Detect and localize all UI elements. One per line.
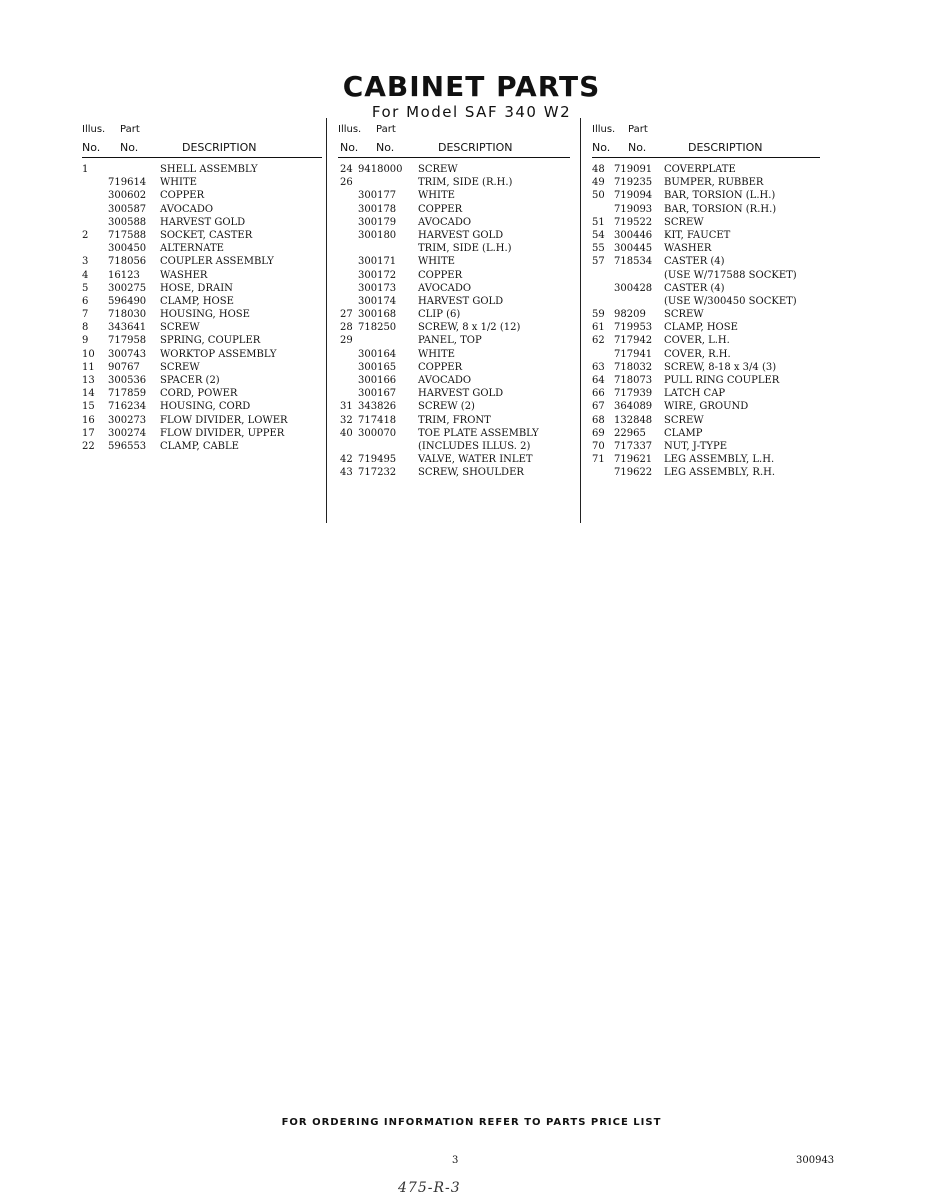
illus-number: 22 xyxy=(82,440,95,452)
part-number: 719614 xyxy=(108,177,147,189)
part-number: 596553 xyxy=(108,440,147,452)
header-rule xyxy=(338,157,570,158)
table-row xyxy=(82,296,326,309)
part-number: 719953 xyxy=(614,322,653,334)
part-number: 300168 xyxy=(358,309,397,321)
ordering-footer: FOR ORDERING INFORMATION REFER TO PARTS PRICE LIST xyxy=(281,1117,662,1128)
table-row xyxy=(82,164,326,177)
parts-list xyxy=(82,164,326,454)
illus-number: 50 xyxy=(592,190,605,202)
part-description: SPRING, COUPLER xyxy=(160,335,261,347)
part-description: TOE PLATE ASSEMBLY xyxy=(418,427,539,439)
part-description: FLOW DIVIDER, UPPER xyxy=(160,427,285,439)
part-number: 300165 xyxy=(358,361,397,373)
part-description: AVOCADO xyxy=(418,375,472,386)
table-row xyxy=(338,415,572,428)
illus-number: 4 xyxy=(82,269,89,281)
illus-number: 5 xyxy=(82,282,89,294)
table-row xyxy=(338,441,572,454)
part-header-no: No. xyxy=(376,141,395,154)
part-description: WORKTOP ASSEMBLY xyxy=(160,348,277,360)
page-subtitle: For Model SAF 340 W2 xyxy=(371,103,572,121)
table-row xyxy=(592,428,822,441)
part-number: 300164 xyxy=(358,348,397,360)
part-description: HARVEST GOLD xyxy=(418,388,504,400)
part-number: 300445 xyxy=(614,243,653,255)
illus-number: 27 xyxy=(340,309,353,321)
part-number: 719522 xyxy=(614,216,653,228)
part-description: HOSE, DRAIN xyxy=(160,282,233,294)
part-number: 718032 xyxy=(614,361,653,373)
part-number: 718030 xyxy=(108,309,147,321)
table-row xyxy=(592,164,822,177)
part-description: KIT, FAUCET xyxy=(664,229,731,241)
page-number: 3 xyxy=(452,1155,459,1166)
part-number: 717939 xyxy=(614,388,653,400)
table-row xyxy=(592,296,822,309)
part-description: SCREW, 8-18 x 3/4 (3) xyxy=(664,361,777,373)
illus-number: 3 xyxy=(82,256,89,268)
part-description: HARVEST GOLD xyxy=(418,295,504,307)
column-header xyxy=(592,120,822,158)
part-description: SCREW, 8 x 1/2 (12) xyxy=(418,322,521,334)
part-description: SCREW (2) xyxy=(418,401,475,413)
illus-number: 14 xyxy=(82,388,95,400)
part-description: LEG ASSEMBLY, R.H. xyxy=(664,467,776,479)
illus-header-no: No. xyxy=(592,141,611,154)
table-row xyxy=(338,204,572,217)
table-row xyxy=(592,190,822,203)
table-row xyxy=(82,256,326,269)
part-number: 717337 xyxy=(614,440,653,452)
part-number: 300174 xyxy=(358,295,397,307)
table-row xyxy=(338,428,572,441)
illus-number: 42 xyxy=(340,454,353,466)
part-number: 719235 xyxy=(614,177,653,189)
table-row xyxy=(338,283,572,296)
illus-number: 17 xyxy=(82,427,95,439)
illus-number: 26 xyxy=(340,177,353,189)
part-description: NUT, J-TYPE xyxy=(664,440,728,452)
table-row xyxy=(338,190,572,203)
part-number: 718073 xyxy=(614,375,653,386)
table-row xyxy=(82,217,326,230)
illus-number: 61 xyxy=(592,322,605,334)
part-header-top: Part xyxy=(376,124,396,135)
part-description: COVER, L.H. xyxy=(664,335,730,347)
parts-list xyxy=(592,164,822,481)
part-number: 300743 xyxy=(108,348,147,360)
part-number: 719093 xyxy=(614,203,653,215)
illus-number: 64 xyxy=(592,375,605,386)
table-row xyxy=(592,401,822,414)
part-number: 300273 xyxy=(108,414,147,426)
illus-number: 48 xyxy=(592,164,605,175)
part-description: LATCH CAP xyxy=(664,388,726,400)
illus-number: 16 xyxy=(82,414,95,426)
part-number: 16123 xyxy=(108,269,140,281)
part-description: COVER, R.H. xyxy=(664,348,731,360)
part-description: (USE W/300450 SOCKET) xyxy=(664,295,797,307)
table-row xyxy=(592,415,822,428)
part-number: 717859 xyxy=(108,388,147,400)
part-number: 300171 xyxy=(358,256,397,268)
illus-number: 59 xyxy=(592,309,605,321)
part-description: SCREW xyxy=(160,322,200,334)
illus-number: 11 xyxy=(82,361,95,373)
illus-number: 66 xyxy=(592,388,605,400)
part-number: 300428 xyxy=(614,282,653,294)
part-description: BUMPER, RUBBER xyxy=(664,177,764,189)
part-description: FLOW DIVIDER, LOWER xyxy=(160,414,288,426)
illus-number: 28 xyxy=(340,322,353,334)
part-number: 596490 xyxy=(108,295,147,307)
part-description: BAR, TORSION (R.H.) xyxy=(664,203,777,215)
column-divider xyxy=(326,118,327,523)
part-description: WHITE xyxy=(418,256,455,268)
handwritten-note: 475-R-3 xyxy=(398,1180,461,1196)
part-description: BAR, TORSION (L.H.) xyxy=(664,190,776,202)
table-row xyxy=(338,454,572,467)
part-description: PULL RING COUPLER xyxy=(664,375,780,386)
part-number: 300587 xyxy=(108,203,147,215)
part-description: WASHER xyxy=(664,243,712,255)
illus-number: 63 xyxy=(592,361,605,373)
part-description: (USE W/717588 SOCKET) xyxy=(664,269,797,281)
part-description: WHITE xyxy=(418,348,455,360)
table-row xyxy=(338,230,572,243)
parts-column-3 xyxy=(592,120,822,481)
illus-number: 43 xyxy=(340,467,353,479)
part-number: 300178 xyxy=(358,203,397,215)
table-row xyxy=(592,217,822,230)
table-row xyxy=(338,467,572,480)
part-number: 300180 xyxy=(358,229,397,241)
table-row xyxy=(82,309,326,322)
part-description: AVOCADO xyxy=(418,282,472,294)
part-description: VALVE, WATER INLET xyxy=(418,454,533,466)
table-row xyxy=(82,177,326,190)
illus-number: 70 xyxy=(592,440,605,452)
part-description: HARVEST GOLD xyxy=(418,229,504,241)
table-row xyxy=(338,335,572,348)
part-description: WASHER xyxy=(160,269,208,281)
illus-number: 49 xyxy=(592,177,605,189)
part-description: SOCKET, CASTER xyxy=(160,229,253,241)
table-row xyxy=(82,375,326,388)
illus-number: 67 xyxy=(592,401,605,413)
illus-number: 10 xyxy=(82,348,95,360)
table-row xyxy=(82,362,326,375)
part-description: HOUSING, CORD xyxy=(160,401,251,413)
part-description: PANEL, TOP xyxy=(418,335,482,347)
table-row xyxy=(82,415,326,428)
part-description: COPPER xyxy=(418,269,463,281)
part-description: SHELL ASSEMBLY xyxy=(160,164,258,175)
part-description: SPACER (2) xyxy=(160,375,220,386)
table-row xyxy=(82,230,326,243)
table-row xyxy=(592,270,822,283)
table-row xyxy=(592,441,822,454)
table-row xyxy=(82,283,326,296)
table-row xyxy=(592,375,822,388)
part-number: 717588 xyxy=(108,229,147,241)
table-row xyxy=(338,164,572,177)
part-number: 9418000 xyxy=(358,164,403,175)
part-description: CASTER (4) xyxy=(664,282,725,294)
part-number: 300588 xyxy=(108,216,147,228)
part-number: 300275 xyxy=(108,282,147,294)
part-number: 300536 xyxy=(108,375,147,386)
part-number: 719621 xyxy=(614,454,653,466)
part-description: SCREW xyxy=(664,414,704,426)
illus-number: 1 xyxy=(82,164,89,175)
table-row xyxy=(592,177,822,190)
part-number: 716234 xyxy=(108,401,147,413)
table-row xyxy=(592,467,822,480)
table-row xyxy=(338,256,572,269)
table-row xyxy=(82,335,326,348)
description-header: DESCRIPTION xyxy=(688,141,763,154)
part-number: 719094 xyxy=(614,190,653,202)
part-number: 719091 xyxy=(614,164,653,175)
part-number: 300166 xyxy=(358,375,397,386)
table-row xyxy=(82,243,326,256)
illus-number: 6 xyxy=(82,295,89,307)
illus-header-top: Illus. xyxy=(338,124,362,135)
part-description: WIRE, GROUND xyxy=(664,401,749,413)
part-number: 718056 xyxy=(108,256,147,268)
table-row xyxy=(338,243,572,256)
part-description: SCREW xyxy=(664,309,704,321)
part-description: AVOCADO xyxy=(418,216,472,228)
illus-number: 8 xyxy=(82,322,89,334)
illus-number: 51 xyxy=(592,216,605,228)
table-row xyxy=(338,322,572,335)
table-row xyxy=(592,454,822,467)
part-description: CLAMP, HOSE xyxy=(664,322,738,334)
part-description: SCREW xyxy=(160,361,200,373)
table-row xyxy=(82,349,326,362)
table-row xyxy=(82,401,326,414)
part-description: AVOCADO xyxy=(160,203,214,215)
part-description: COPPER xyxy=(418,203,463,215)
illus-number: 32 xyxy=(340,414,353,426)
illus-number: 7 xyxy=(82,309,89,321)
illus-number: 9 xyxy=(82,335,89,347)
table-row xyxy=(592,349,822,362)
part-description: COPPER xyxy=(160,190,205,202)
table-row xyxy=(592,335,822,348)
table-row xyxy=(338,349,572,362)
table-row xyxy=(82,204,326,217)
part-number: 300172 xyxy=(358,269,397,281)
parts-column-1 xyxy=(82,120,326,454)
part-header-no: No. xyxy=(120,141,139,154)
table-row xyxy=(82,388,326,401)
table-row xyxy=(592,388,822,401)
part-description: LEG ASSEMBLY, L.H. xyxy=(664,454,775,466)
table-row xyxy=(592,204,822,217)
header-rule xyxy=(82,157,322,158)
part-description: ALTERNATE xyxy=(160,243,224,255)
part-number: 300446 xyxy=(614,229,653,241)
illus-number: 2 xyxy=(82,229,89,241)
table-row xyxy=(338,177,572,190)
table-row xyxy=(592,309,822,322)
part-number: 717958 xyxy=(108,335,147,347)
table-row xyxy=(338,401,572,414)
parts-column-2 xyxy=(338,120,572,481)
table-row xyxy=(338,270,572,283)
column-header xyxy=(82,120,326,158)
illus-number: 24 xyxy=(340,164,353,175)
part-number: 719495 xyxy=(358,454,397,466)
part-description: CLAMP xyxy=(664,427,703,439)
page-title: CABINET PARTS xyxy=(342,70,601,103)
part-number: 300179 xyxy=(358,216,397,228)
part-description: CLAMP, HOSE xyxy=(160,295,234,307)
part-description: CLAMP, CABLE xyxy=(160,440,239,452)
illus-number: 68 xyxy=(592,414,605,426)
part-number: 717232 xyxy=(358,467,397,479)
part-description: CASTER (4) xyxy=(664,256,725,268)
table-row xyxy=(338,217,572,230)
part-number: 90767 xyxy=(108,361,140,373)
illus-number: 57 xyxy=(592,256,605,268)
part-number: 300450 xyxy=(108,243,147,255)
illus-number: 62 xyxy=(592,335,605,347)
illus-header-no: No. xyxy=(82,141,101,154)
part-number: 717418 xyxy=(358,414,397,426)
part-description: TRIM, SIDE (R.H.) xyxy=(418,177,513,189)
part-number: 718250 xyxy=(358,322,397,334)
part-number: 300070 xyxy=(358,427,397,439)
part-number: 300177 xyxy=(358,190,397,202)
table-row xyxy=(592,283,822,296)
illus-number: 29 xyxy=(340,335,353,347)
part-number: 343826 xyxy=(358,401,397,413)
part-description: WHITE xyxy=(418,190,455,202)
illus-number: 15 xyxy=(82,401,95,413)
part-description: COVERPLATE xyxy=(664,164,736,175)
header-rule xyxy=(592,157,820,158)
part-header-no: No. xyxy=(628,141,647,154)
table-row xyxy=(338,309,572,322)
column-divider xyxy=(580,118,581,523)
description-header: DESCRIPTION xyxy=(182,141,257,154)
parts-list xyxy=(338,164,572,481)
part-description: TRIM, SIDE (L.H.) xyxy=(418,243,512,255)
table-row xyxy=(82,190,326,203)
table-row xyxy=(338,388,572,401)
table-row xyxy=(592,243,822,256)
part-description: CLIP (6) xyxy=(418,309,461,321)
document-number: 300943 xyxy=(796,1155,835,1166)
table-row xyxy=(338,296,572,309)
table-row xyxy=(82,441,326,454)
part-number: 132848 xyxy=(614,414,653,426)
part-header-top: Part xyxy=(628,124,648,135)
part-number: 364089 xyxy=(614,401,653,413)
part-description: HARVEST GOLD xyxy=(160,216,246,228)
illus-number: 55 xyxy=(592,243,605,255)
part-description: CORD, POWER xyxy=(160,388,238,400)
part-description: WHITE xyxy=(160,177,197,189)
part-number: 300173 xyxy=(358,282,397,294)
part-number: 717942 xyxy=(614,335,653,347)
illus-header-top: Illus. xyxy=(592,124,616,135)
table-row xyxy=(82,322,326,335)
part-description: TRIM, FRONT xyxy=(418,414,491,426)
illus-number: 31 xyxy=(340,401,353,413)
illus-number: 13 xyxy=(82,375,95,386)
part-number: 300602 xyxy=(108,190,147,202)
table-row xyxy=(338,362,572,375)
table-row xyxy=(82,270,326,283)
illus-number: 54 xyxy=(592,229,605,241)
part-number: 22965 xyxy=(614,427,646,439)
part-description: COUPLER ASSEMBLY xyxy=(160,256,274,268)
part-number: 718534 xyxy=(614,256,653,268)
column-header xyxy=(338,120,572,158)
table-row xyxy=(82,428,326,441)
part-number: 98209 xyxy=(614,309,646,321)
illus-number: 40 xyxy=(340,427,353,439)
part-number: 719622 xyxy=(614,467,653,479)
description-header: DESCRIPTION xyxy=(438,141,513,154)
illus-number: 71 xyxy=(592,454,605,466)
table-row xyxy=(338,375,572,388)
part-description: HOUSING, HOSE xyxy=(160,309,250,321)
part-description: SCREW xyxy=(664,216,704,228)
part-description: SCREW, SHOULDER xyxy=(418,467,524,479)
illus-header-top: Illus. xyxy=(82,124,106,135)
illus-number: 69 xyxy=(592,427,605,439)
table-row xyxy=(592,230,822,243)
part-description: (INCLUDES ILLUS. 2) xyxy=(418,440,531,452)
illus-header-no: No. xyxy=(340,141,359,154)
part-number: 343641 xyxy=(108,322,147,334)
part-number: 300274 xyxy=(108,427,147,439)
part-number: 300167 xyxy=(358,388,397,400)
table-row xyxy=(592,256,822,269)
part-description: SCREW xyxy=(418,164,458,175)
table-row xyxy=(592,362,822,375)
part-description: COPPER xyxy=(418,361,463,373)
part-number: 717941 xyxy=(614,348,653,360)
table-row xyxy=(592,322,822,335)
part-header-top: Part xyxy=(120,124,140,135)
